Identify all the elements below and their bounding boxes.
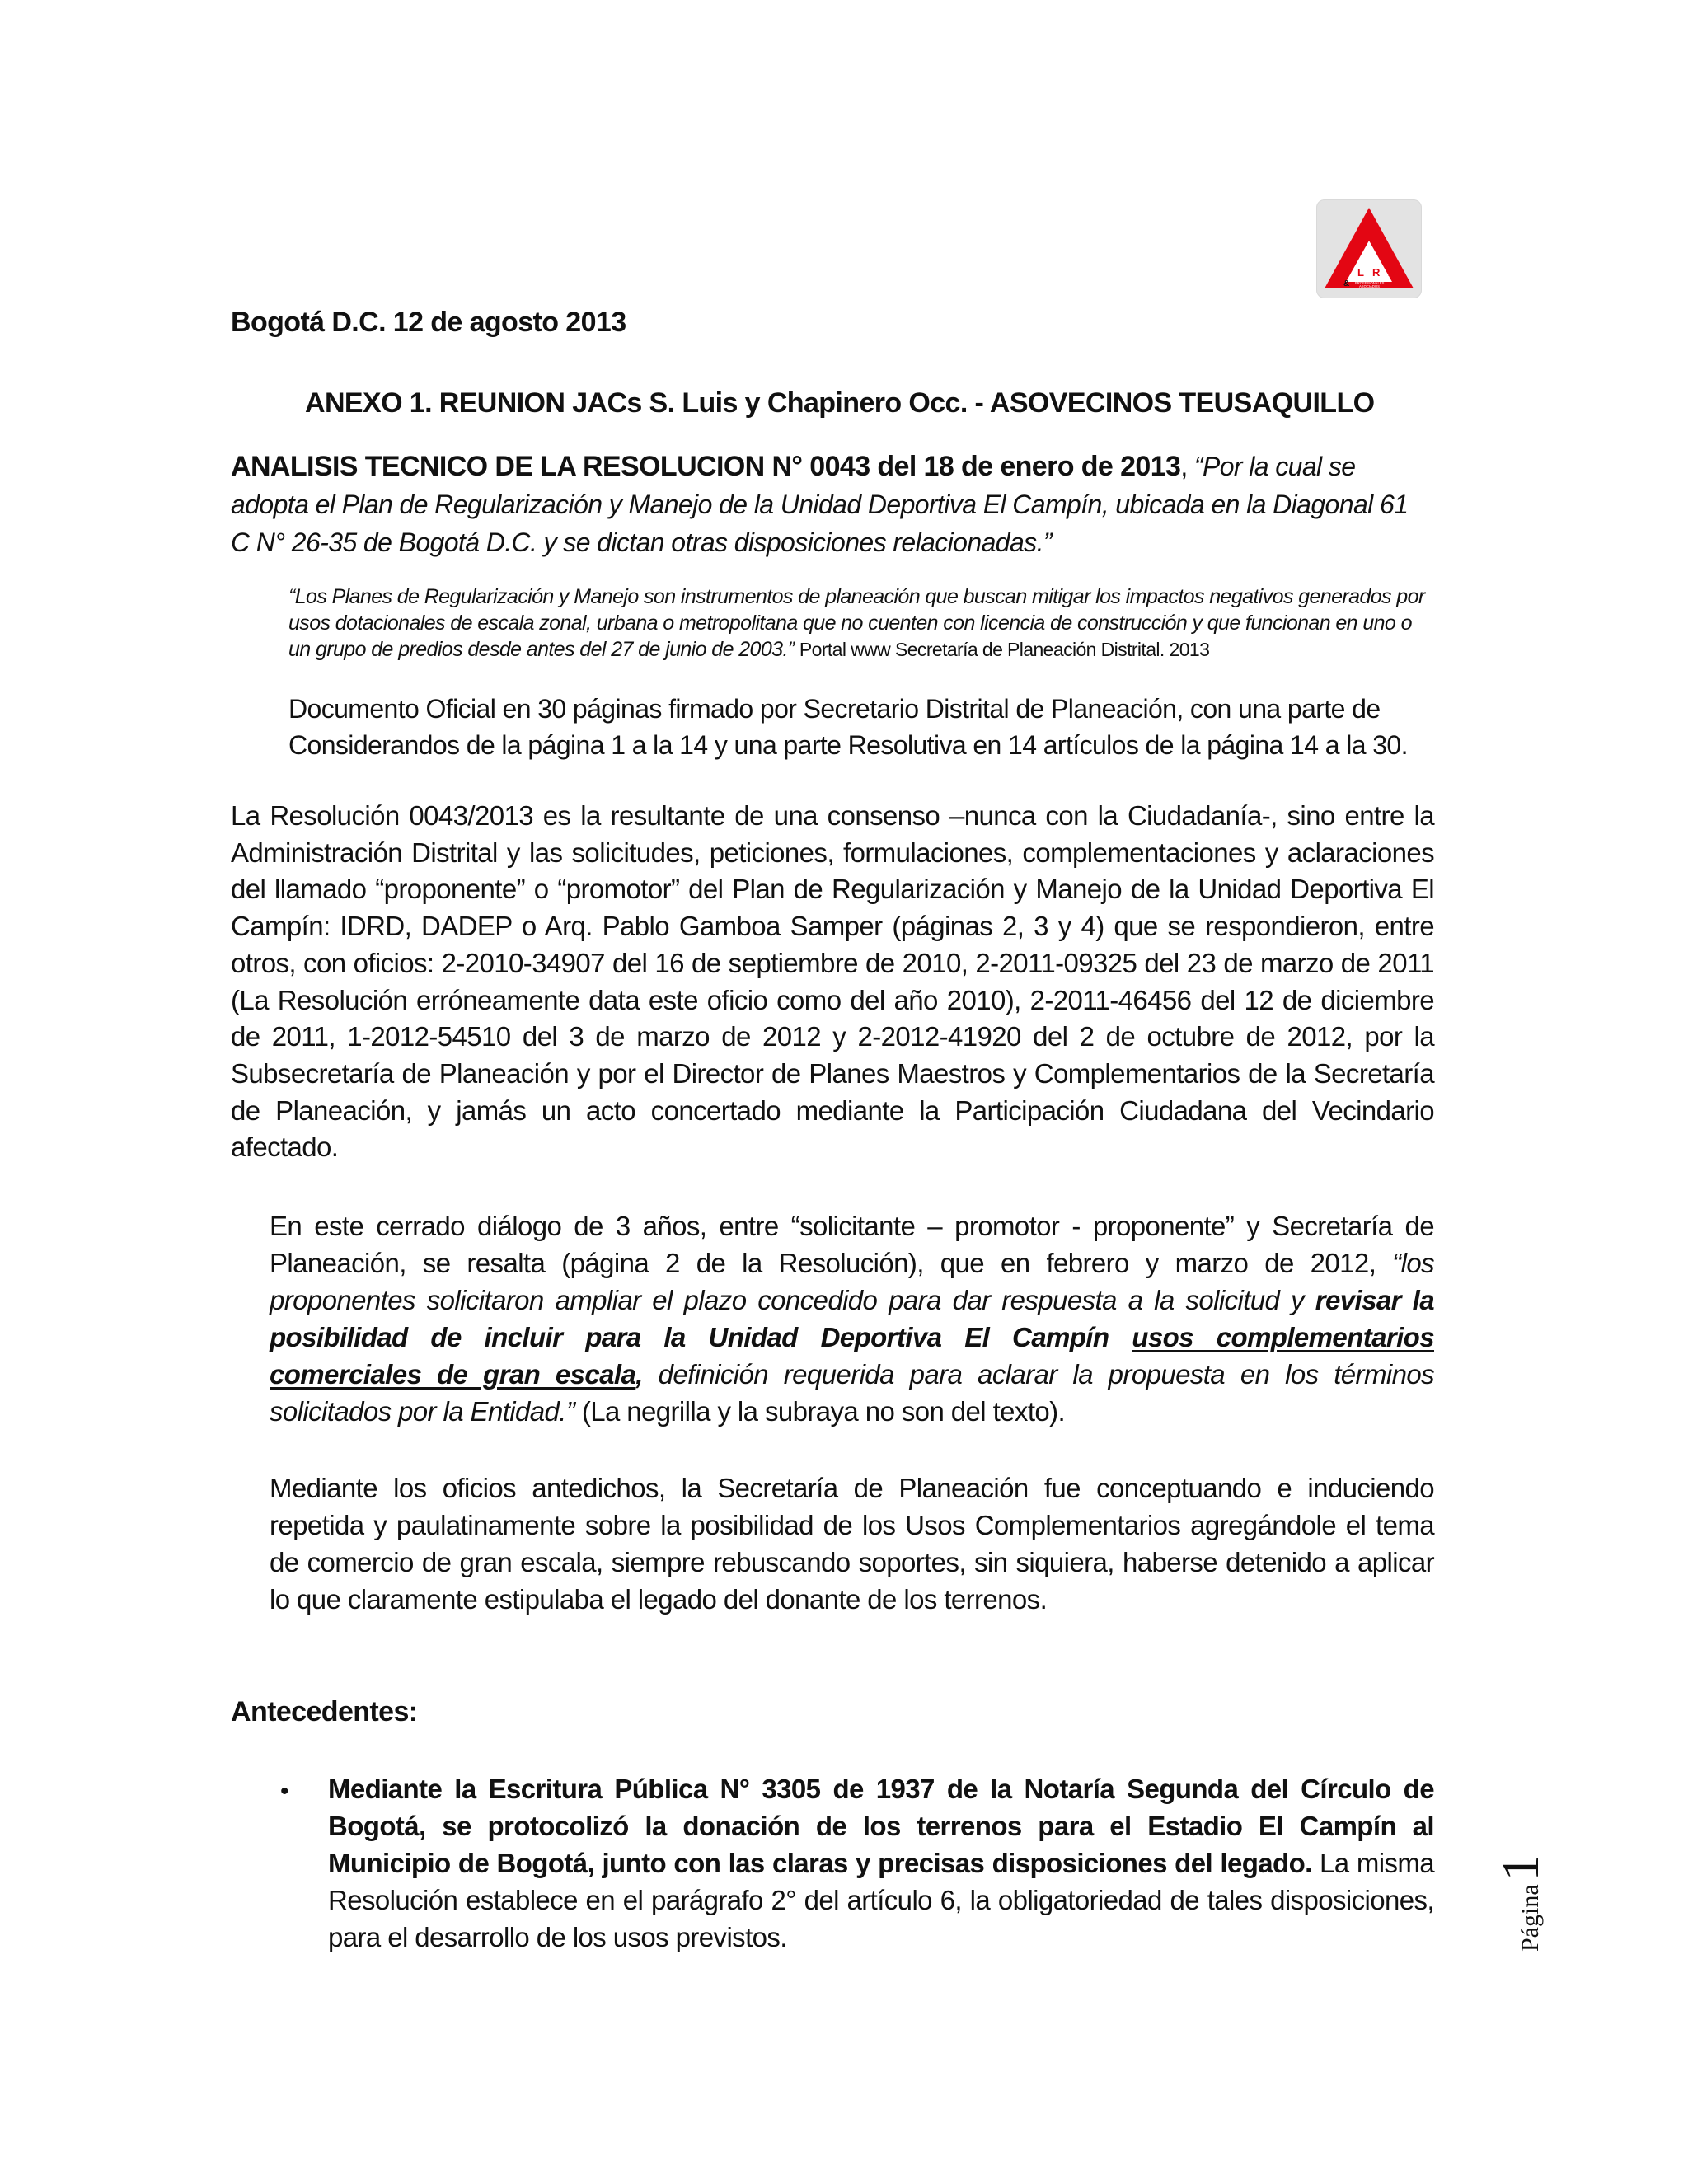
bullet-icon: •	[280, 1778, 289, 1805]
oficios-paragraph: Mediante los oficios antedichos, la Secretaría de Planeación fue conceptuando e induciendo repetida y paulatinamente sobre la posibilidad de los Usos Complementarios agregándole el tema de comercio de gran escala, siempre rebuscando soportes, sin siquiera, haberse detenido a aplicar lo que claramente estipulaba el legado del donante de los terrenos.	[270, 1473, 1434, 1615]
page-number-footer	[1490, 1854, 1550, 1952]
svg-text:PROFESIONALES: PROFESIONALES	[1355, 281, 1385, 285]
dialog-note: (La negrilla y la subraya no son del texto).	[574, 1396, 1066, 1427]
analysis-comma: ,	[1180, 452, 1194, 481]
antecedentes-heading: Antecedentes:	[231, 1696, 418, 1727]
dialog-intro: En este cerrado diálogo de 3 años, entre “solicitante – promotor - proponente” y Secretaría de Planeación, se resalta (página 2 de la Resolución), que en febrero y marzo de 2012,	[270, 1211, 1434, 1278]
definition-quote-text: “Los Planes de Regularización y Manejo son instrumentos de planeación que buscan mitigar los impactos negativos generados por usos dotacionales de escala zonal, urbana o metropolitana que no cuenten con licencia de construcción y que funcionan en uno o un grupo de predios desde antes del 27 de junio de 2003.”	[288, 585, 1425, 661]
svg-text:J: J	[1342, 266, 1348, 279]
list-item-rest: La misma Resolución establece en el parágrafo 2° del artículo 6, la obligatoriedad de tales disposiciones, para el desarrollo de los usos previstos.	[328, 1848, 1434, 1952]
list-item-bold: Mediante la Escritura Pública N° 3305 de 1937 de la Notaría Segunda del Círculo de Bogotá, se protocolizó la donación de los terrenos para el Estadio El Campín al Municipio de Bogotá, junto con las claras y precisas disposiciones del legado.	[328, 1774, 1434, 1878]
svg-text:A: A	[1388, 266, 1396, 279]
resolution-paragraph: La Resolución 0043/2013 es la resultante de una consenso –nunca con la Ciudadanía-, sino entre la Administración Distrital y las solicitudes, peticiones, formulaciones, complementaciones y aclaraciones del llamado “proponente” o “promotor” del Plan de Regularización y Manejo de la Unidad Deportiva El Campín: IDRD, DADEP o Arq. Pablo Gamboa Samper (páginas 2, 3 y 4) que se respondieron, entre otros, con oficios: 2-2010-34907 del 16 de septiembre de 2010, 2-2011-09325 del 23 de marzo de 2011 (La Resolución erróneamente data este oficio como del año 2010), 2-2011-46456 del 12 de diciembre de 2011, 1-2012-54510 del 3 de marzo de 2012 y 2-2012-41920 del 2 de octubre de 2012, por la Subsecretaría de Planeación y por el Director de Planes Maestros y Complementarios de la Secretaría de Planeación, y jamás un acto concertado mediante la Participación Ciudadana del Vecindario afectado.	[231, 800, 1434, 1163]
dialog-quote-start: “los proponentes solicitaron ampliar el plazo concedido para dar respuesta a la solicitud y	[270, 1248, 1434, 1315]
dialog-bold-text: revisar la posibilidad de incluir para la Unidad Deportiva El Campín	[270, 1285, 1434, 1352]
quote-source: Portal www Secretaría de Planeación Distrital. 2013	[799, 639, 1210, 660]
page-number: 1	[1491, 1854, 1550, 1882]
svg-text:&: &	[1343, 279, 1350, 288]
svg-text:R: R	[1372, 266, 1381, 279]
antecedentes-list-item	[328, 1770, 1434, 1956]
definition-quote-block	[288, 583, 1438, 663]
dialog-quote-end: definición requerida para aclarar la propuesta en los términos solicitados por la Entidad.”	[270, 1359, 1434, 1427]
jlra-triangle-logo-icon	[1316, 199, 1422, 298]
dialog-paragraph	[270, 1207, 1434, 1430]
dialog-bold-comma: ,	[635, 1359, 643, 1390]
page-label: Página	[1517, 1884, 1544, 1952]
resolution-title: ANALISIS TECNICO DE LA RESOLUCION N° 0043 del 18 de enero de 2013	[231, 451, 1181, 482]
annex-title: ANEXO 1. REUNION JACs S. Luis y Chapinero Occ. - ASOVECINOS TEUSAQUILLO	[305, 387, 1375, 419]
document-date: Bogotá D.C. 12 de agosto 2013	[231, 307, 626, 338]
analysis-heading	[231, 448, 1431, 561]
svg-text:L: L	[1357, 266, 1364, 279]
svg-text:ASOCIADOS: ASOCIADOS	[1359, 284, 1380, 288]
official-document-note: Documento Oficial en 30 páginas firmado por Secretario Distrital de Planeación, con una parte de Considerandos de la página 1 a la 14 y una parte Resolutiva en 14 artículos de la página 14 a la 30.	[288, 694, 1408, 760]
company-logo	[1316, 199, 1422, 298]
resolution-quote: “Por la cual se adopta el Plan de Regularización y Manejo de la Unidad Deportiva El Campín, ubicada en la Diagonal 61 C N° 26-35 de Bogotá D.C. y se dictan otras disposiciones relacionadas.”	[231, 452, 1409, 557]
dialog-underlined-text: usos complementarios comerciales de gran escala	[270, 1322, 1434, 1390]
